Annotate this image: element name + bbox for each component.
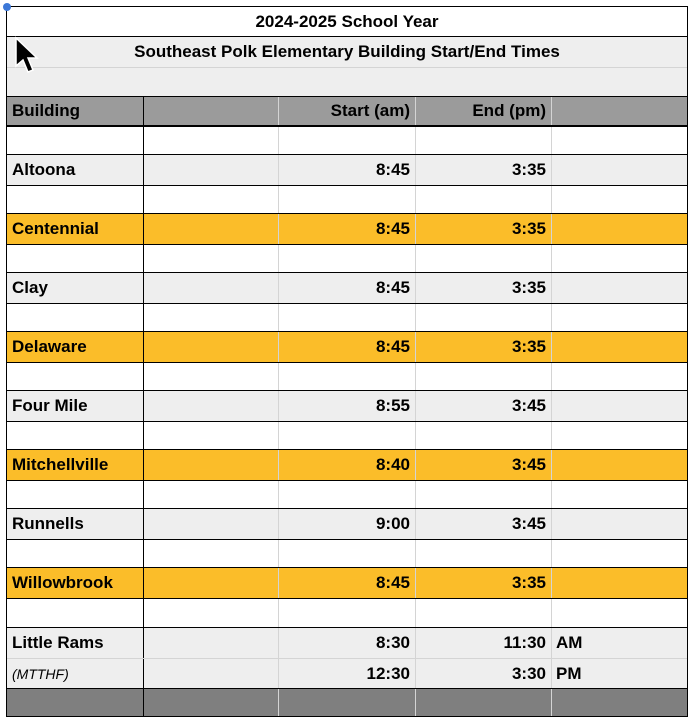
selection-handle-icon[interactable] [3,3,11,11]
blank-cell[interactable] [279,363,416,390]
cell-start[interactable]: 9:00 [279,509,416,539]
sheet-title-cell[interactable] [6,6,688,37]
blank-cell[interactable] [416,481,552,508]
cell-start[interactable]: 8:45 [279,155,416,185]
blank-cell[interactable] [144,127,279,154]
cell-end[interactable]: 3:45 [416,509,552,539]
footer-cell[interactable] [552,689,688,716]
blank-cell[interactable] [279,245,416,272]
blank-cell[interactable] [144,186,279,213]
cell-extra[interactable] [552,273,688,303]
cell-empty[interactable] [144,568,279,598]
blank-row[interactable] [6,244,688,272]
cell-building[interactable]: Four Mile [6,391,144,421]
table-row [6,390,688,421]
header-building[interactable]: Building [6,97,144,125]
cell-building[interactable]: Little Rams [6,628,144,658]
blank-cell[interactable] [6,245,144,272]
header-extra[interactable] [552,97,688,125]
blank-cell[interactable] [6,540,144,567]
cell-start[interactable]: 8:45 [279,214,416,244]
blank-cell[interactable] [416,363,552,390]
cell-extra[interactable] [552,568,688,598]
blank-cell[interactable] [144,481,279,508]
cell-end[interactable]: 3:30 [416,659,552,688]
blank-row[interactable] [6,598,688,627]
cell-start[interactable]: 8:40 [279,450,416,480]
table-row-little-rams-pm [6,658,688,688]
cell-empty[interactable] [144,332,279,362]
cell-building[interactable]: Delaware [6,332,144,362]
blank-cell[interactable] [416,540,552,567]
cell-building[interactable]: Altoona [6,155,144,185]
table-row [6,508,688,539]
cell-empty[interactable] [144,659,279,688]
blank-cell[interactable] [144,422,279,449]
header-start[interactable]: Start (am) [279,97,416,125]
blank-row[interactable] [6,185,688,213]
cell-start[interactable]: 8:45 [279,568,416,598]
table-row-little-rams-am [6,627,688,658]
cell-building[interactable]: Clay [6,273,144,303]
cell-extra[interactable] [552,509,688,539]
footer-cell[interactable] [144,689,279,716]
cell-empty[interactable] [144,214,279,244]
blank-cell[interactable] [6,481,144,508]
blank-row[interactable] [6,421,688,449]
table-row [6,331,688,362]
blank-row[interactable] [6,126,688,154]
blank-cell[interactable] [144,245,279,272]
blank-cell[interactable] [6,599,144,627]
blank-cell[interactable] [552,186,688,213]
cell-end[interactable]: 3:35 [416,568,552,598]
blank-cell[interactable] [279,599,416,627]
blank-cell[interactable] [416,127,552,154]
header-empty[interactable] [144,97,279,125]
header-end[interactable]: End (pm) [416,97,552,125]
sheet-subtitle: Southeast Polk Elementary Building Start/End Times [134,42,560,61]
blank-cell[interactable] [144,363,279,390]
cell-building[interactable]: Willowbrook [6,568,144,598]
cell-empty[interactable] [144,628,279,658]
header-row [6,96,688,126]
blank-cell[interactable] [6,186,144,213]
table-row [6,567,688,598]
blank-cell[interactable] [279,481,416,508]
blank-cell[interactable] [6,422,144,449]
blank-cell[interactable] [552,245,688,272]
blank-cell[interactable] [6,127,144,154]
blank-cell[interactable] [552,363,688,390]
blank-cell[interactable] [416,304,552,331]
cell-building[interactable]: Centennial [6,214,144,244]
blank-cell[interactable] [279,304,416,331]
blank-row[interactable] [6,68,688,96]
blank-cell[interactable] [552,481,688,508]
cell-end[interactable]: 3:45 [416,450,552,480]
blank-cell[interactable] [6,304,144,331]
cell-building[interactable]: Runnells [6,509,144,539]
blank-cell[interactable] [416,599,552,627]
cell-start[interactable]: 8:45 [279,273,416,303]
cell-start[interactable]: 8:55 [279,391,416,421]
sheet-subtitle-cell[interactable] [6,37,688,68]
cell-pm-label[interactable]: PM [556,663,582,683]
cell-empty[interactable] [144,391,279,421]
cell-empty[interactable] [144,450,279,480]
cell-extra[interactable] [552,450,688,480]
blank-row[interactable] [6,303,688,331]
blank-cell[interactable] [144,540,279,567]
blank-cell[interactable] [552,304,688,331]
blank-cell[interactable] [279,540,416,567]
blank-cell[interactable] [279,127,416,154]
blank-row[interactable] [6,480,688,508]
cell-empty[interactable] [144,155,279,185]
cell-start[interactable]: 12:30 [279,659,416,688]
blank-cell[interactable] [552,599,688,627]
table-row [6,272,688,303]
blank-cell[interactable] [416,422,552,449]
blank-row[interactable] [6,539,688,567]
blank-cell[interactable] [552,540,688,567]
blank-cell[interactable] [552,422,688,449]
cell-empty[interactable] [144,273,279,303]
blank-cell[interactable] [279,422,416,449]
cell-end[interactable]: 3:45 [416,391,552,421]
cell-start[interactable]: 8:30 [279,628,416,658]
blank-cell[interactable] [416,245,552,272]
cell-end[interactable]: 3:35 [416,155,552,185]
cell-extra[interactable] [552,155,688,185]
footer-row [6,688,688,717]
blank-cell[interactable] [279,186,416,213]
blank-cell[interactable] [416,186,552,213]
cell-start[interactable]: 8:45 [279,332,416,362]
cell-extra[interactable] [552,214,688,244]
sheet-title: 2024-2025 School Year [255,11,439,31]
cell-extra[interactable] [552,332,688,362]
footer-cell[interactable] [279,689,416,716]
blank-row[interactable] [6,362,688,390]
blank-cell[interactable] [144,599,279,627]
blank-cell[interactable] [552,127,688,154]
table-row [6,154,688,185]
mouse-pointer-icon [14,36,40,76]
cell-end[interactable]: 3:35 [416,214,552,244]
blank-cell[interactable] [144,304,279,331]
cell-building[interactable]: Mitchellville [6,450,144,480]
cell-extra[interactable] [552,391,688,421]
cell-end[interactable]: 11:30 [416,628,552,658]
blank-cell[interactable] [6,363,144,390]
footer-cell[interactable] [6,689,144,716]
cell-empty[interactable] [144,509,279,539]
cell-end[interactable]: 3:35 [416,273,552,303]
cell-note[interactable]: (MTTHF) [6,659,144,688]
cell-am-label[interactable]: AM [556,633,583,652]
cell-end[interactable]: 3:35 [416,332,552,362]
table-row [6,449,688,480]
footer-cell[interactable] [416,689,552,716]
table-row [6,213,688,244]
